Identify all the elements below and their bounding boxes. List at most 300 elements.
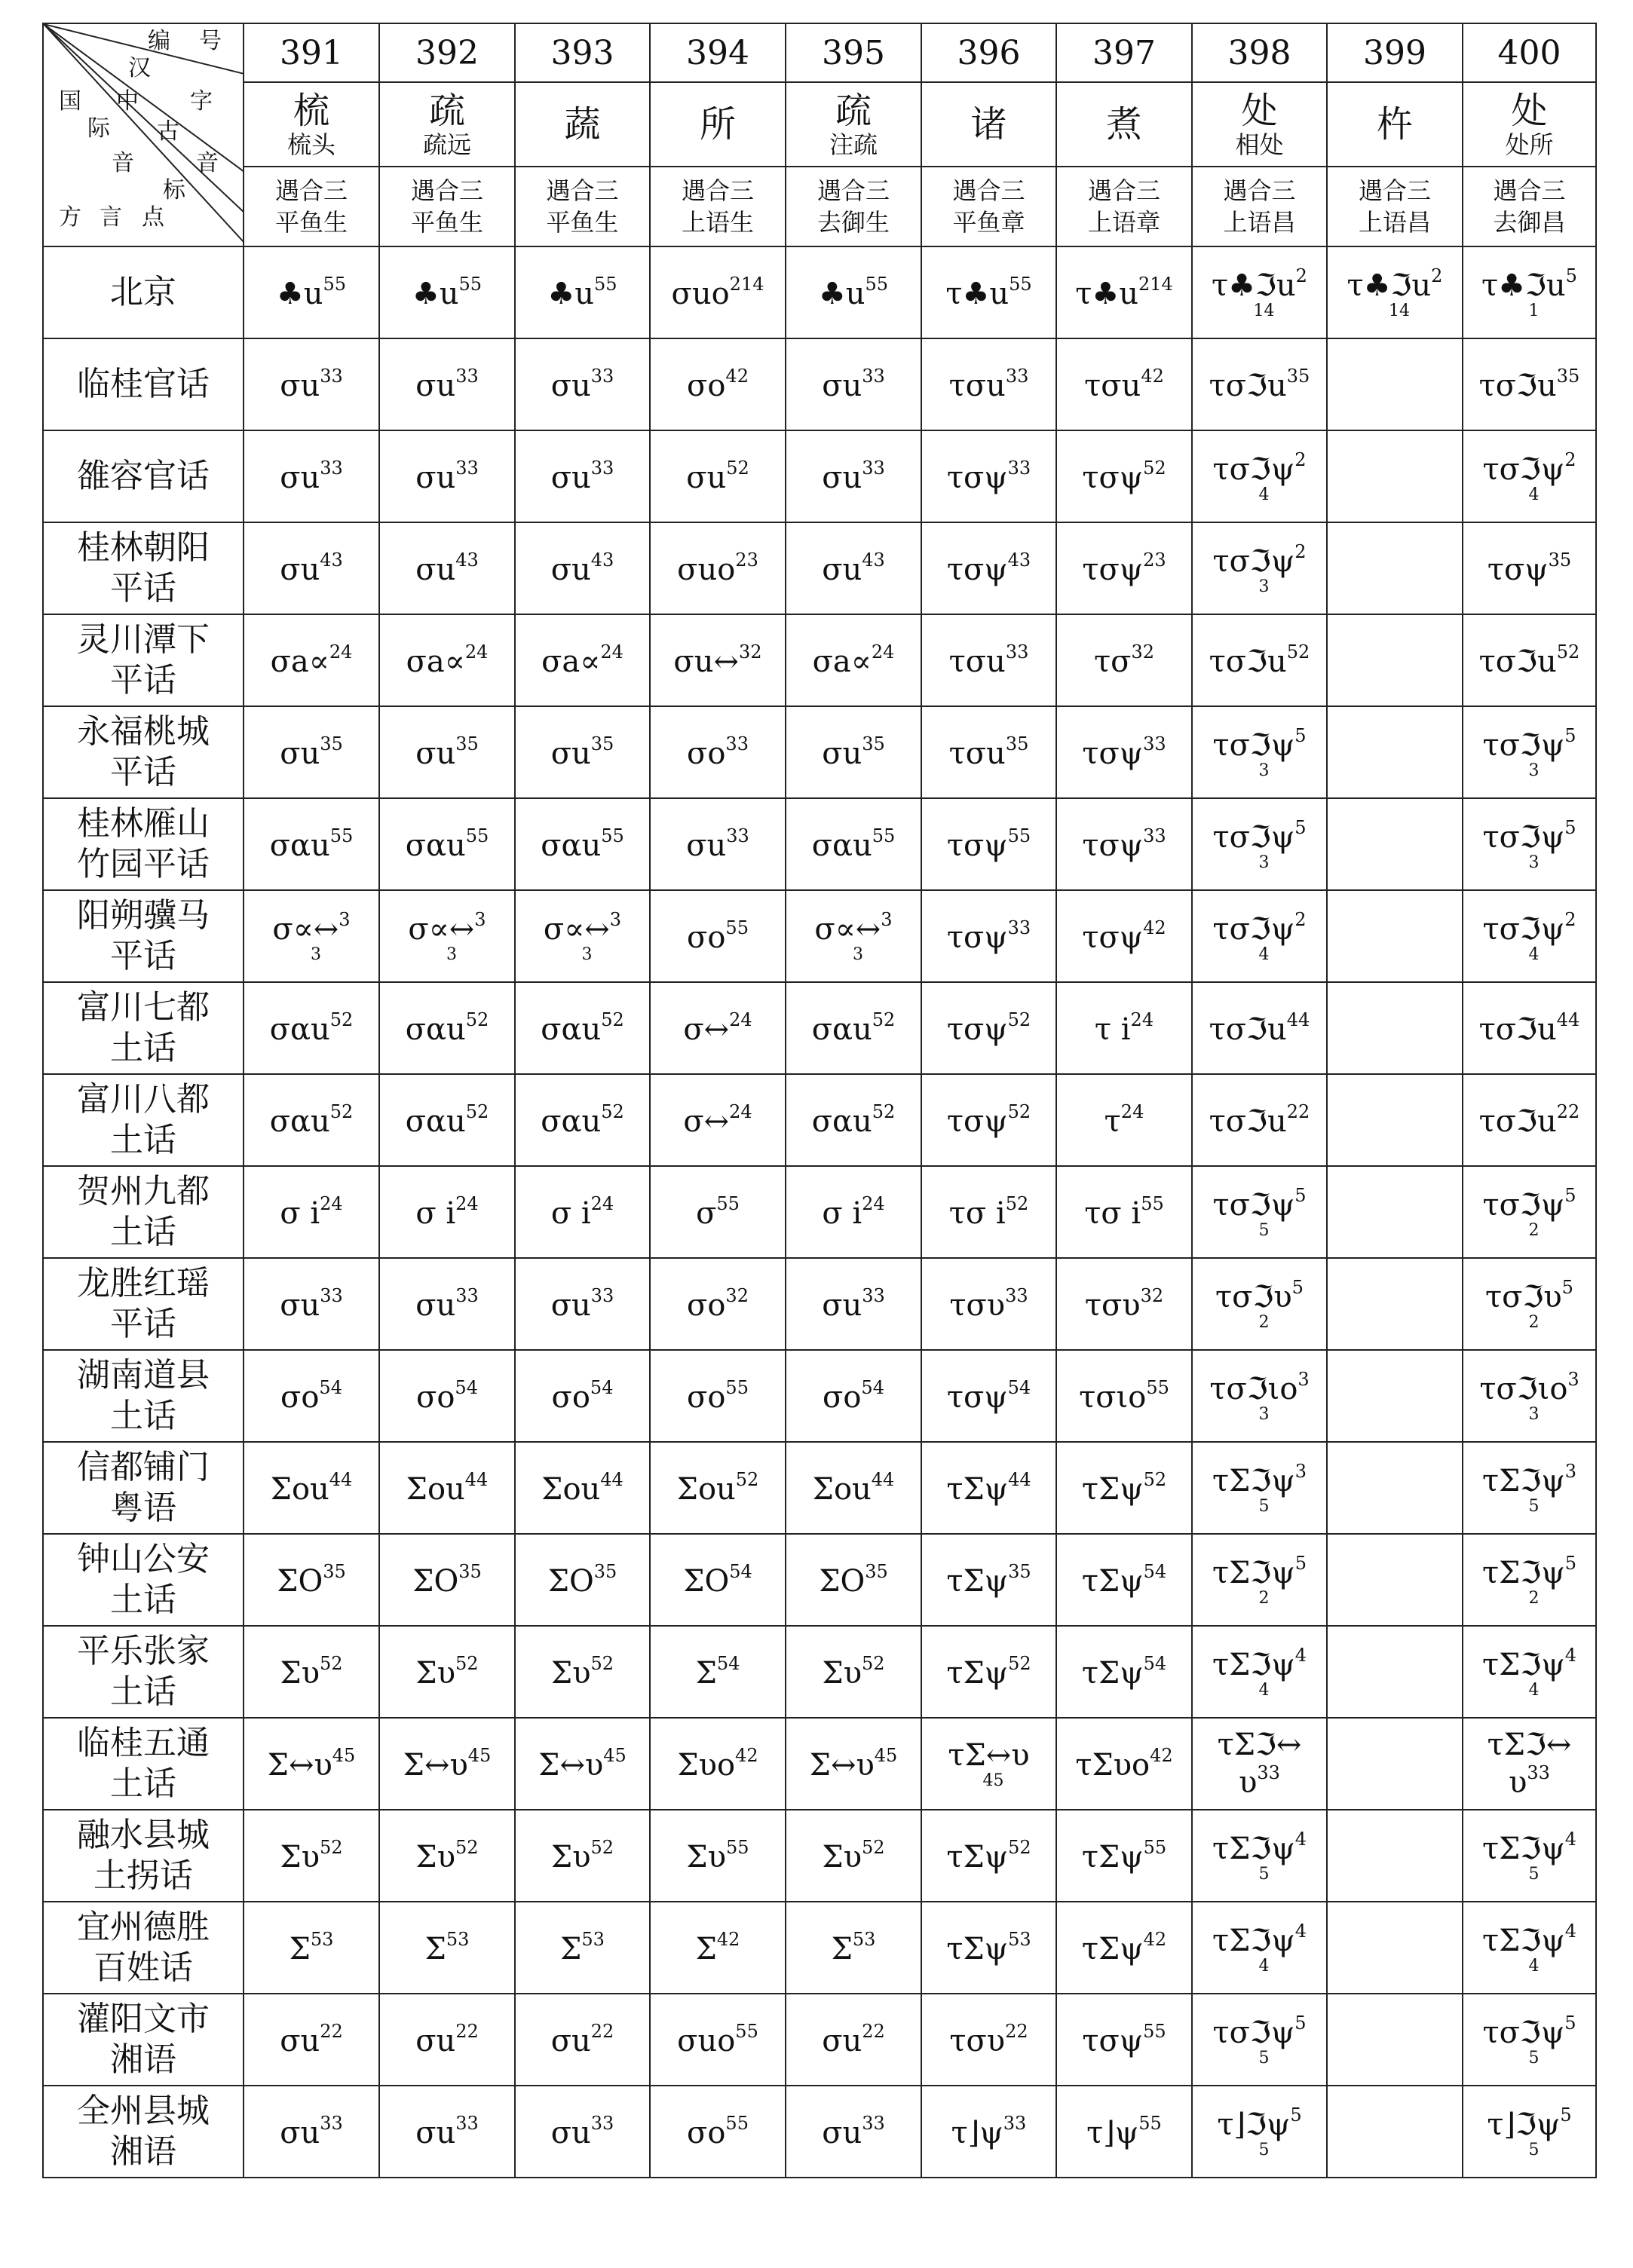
pronunciation-cell	[1463, 338, 1596, 430]
ipa-transcription: τΣ↔υ	[948, 1738, 1030, 1773]
tone-superscript: 55	[323, 274, 347, 295]
char-number: 398	[1192, 23, 1327, 82]
tone-superscript: 54	[455, 1377, 478, 1398]
pronunciation-cell	[1056, 1166, 1192, 1258]
tone-superscript: 22	[320, 2021, 343, 2042]
char-cell	[921, 82, 1056, 167]
pronunciation-cell	[921, 1994, 1056, 2086]
corner-label: 国	[59, 88, 81, 115]
tone-superscript: 35	[1286, 366, 1310, 387]
table-row	[43, 614, 1596, 706]
ipa-transcription: σαu	[269, 1012, 330, 1047]
pronunciation-cell	[244, 798, 379, 890]
ipa-transcription: τσψ	[1082, 552, 1144, 587]
tone-superscript: 52	[601, 1009, 624, 1030]
tone-subscript: 45	[982, 1771, 1004, 1790]
category-line: 上语章	[1087, 208, 1160, 237]
ipa-transcription: τσℑu	[1478, 1012, 1557, 1047]
ipa-transcription: σa∝	[406, 644, 465, 679]
phonetic-table	[42, 23, 1597, 2178]
tone-superscript: 5	[1564, 817, 1576, 838]
tone-superscript: 55	[1141, 1193, 1164, 1214]
tone-superscript: 55	[735, 2021, 758, 2042]
tone-superscript: 24	[320, 1193, 343, 1214]
tone-superscript: 5	[1560, 2104, 1572, 2126]
tone-superscript: 33	[1005, 366, 1029, 387]
category-line: 遇合三	[681, 176, 754, 205]
tone-superscript: 32	[739, 641, 762, 663]
char-example-word: 注疏	[829, 130, 878, 159]
ipa-transcription: τσℑψ	[1482, 728, 1565, 763]
pronunciation-cell	[379, 2086, 515, 2178]
char-example-word: 梳头	[286, 130, 335, 159]
ipa-transcription: Σ	[289, 1932, 311, 1967]
tone-superscript: 2	[1431, 265, 1443, 286]
tone-superscript: 33	[1003, 2113, 1027, 2134]
tone-superscript: 33	[590, 458, 614, 479]
tone-superscript: 54	[716, 1653, 740, 1674]
char-number: 400	[1463, 23, 1596, 82]
dialect-location	[43, 1442, 244, 1534]
ipa-transcription: σαu	[811, 1012, 872, 1047]
ipa-transcription: τσℑu	[1478, 369, 1557, 403]
ipa-transcription: τσℑu	[1209, 1012, 1287, 1047]
ipa-transcription: σu	[415, 736, 456, 771]
ipa-transcription: τΣψ	[1081, 1932, 1144, 1967]
char-number: 396	[921, 23, 1056, 82]
tone-superscript: 4	[1294, 1829, 1307, 1850]
ipa-transcription: σo	[687, 1288, 726, 1323]
pronunciation-cell	[515, 1810, 650, 1902]
ipa-transcription: Συ	[415, 1656, 456, 1691]
pronunciation-cell	[650, 890, 786, 982]
pronunciation-cell	[1056, 1258, 1192, 1350]
tone-superscript: 54	[1143, 1561, 1167, 1582]
ipa-transcription: σu	[822, 461, 862, 495]
ipa-transcription: σαu	[811, 828, 872, 863]
dialect-location	[43, 1350, 244, 1442]
location-line: 全州县城	[77, 2092, 210, 2130]
pronunciation-cell	[244, 1534, 379, 1626]
pronunciation-cell	[1056, 1350, 1192, 1442]
tone-superscript: 2	[1294, 449, 1307, 470]
ipa-transcription: Συ	[822, 1840, 862, 1875]
pronunciation-cell	[1327, 338, 1463, 430]
location-line: 桂林朝阳	[77, 528, 210, 567]
corner-label: 号	[199, 28, 222, 54]
tone-superscript: 52	[455, 1653, 479, 1674]
tone-superscript: 3	[1564, 1461, 1576, 1482]
char-cell	[650, 82, 786, 167]
tone-subscript: 4	[1258, 485, 1270, 504]
dialect-location	[43, 430, 244, 522]
location-line: 宜州德胜	[77, 1908, 210, 1946]
ipa-transcription: τσυ	[949, 1288, 1006, 1323]
tone-superscript: 52	[320, 1653, 343, 1674]
ipa-transcription: σu	[280, 369, 320, 403]
tone-superscript: 43	[320, 549, 343, 571]
ipa-transcription: σu	[280, 736, 320, 771]
ipa-transcription: τΣℑψ	[1212, 1648, 1295, 1682]
pronunciation-cell	[244, 1718, 379, 1810]
table-row	[43, 1902, 1596, 1994]
pronunciation-cell	[515, 1902, 650, 1994]
dialect-location	[43, 246, 244, 338]
table-row	[43, 338, 1596, 430]
location-line: 土话	[110, 1121, 176, 1159]
pronunciation-cell	[1463, 1994, 1596, 2086]
pronunciation-cell	[650, 614, 786, 706]
tone-superscript: 54	[590, 1377, 614, 1398]
dialect-location	[43, 1718, 244, 1810]
pronunciation-cell	[1463, 1166, 1596, 1258]
pronunciation-cell	[1327, 798, 1463, 890]
dialect-comparison-table	[42, 23, 1595, 2178]
char-glyph: 煮	[1105, 103, 1142, 145]
ipa-transcription: τσℑψ	[1212, 820, 1295, 855]
tone-superscript: 54	[1143, 1653, 1167, 1674]
tone-superscript: 43	[1007, 549, 1031, 571]
tone-superscript: 52	[1008, 1837, 1031, 1858]
pronunciation-cell	[1056, 1994, 1192, 2086]
ipa-transcription: τσψ	[946, 1104, 1008, 1139]
pronunciation-cell	[786, 1994, 921, 2086]
tone-superscript: 35	[862, 733, 885, 754]
pronunciation-cell	[1327, 1718, 1463, 1810]
middle-chinese-category	[786, 167, 921, 246]
tone-superscript: 55	[725, 2113, 749, 2134]
pronunciation-cell	[786, 522, 921, 614]
ipa-transcription: τ⌋ℑψ	[1217, 2107, 1291, 2142]
tone-subscript: 4	[1258, 945, 1270, 964]
pronunciation-cell	[1192, 1074, 1327, 1166]
pronunciation-cell	[650, 522, 786, 614]
location-line: 雒容官话	[77, 457, 210, 495]
ipa-transcription: ΣO	[683, 1564, 730, 1599]
pronunciation-cell	[1463, 2086, 1596, 2178]
location-line: 临桂五通	[77, 1724, 210, 1762]
ipa-transcription: τ♣ℑu	[1212, 268, 1296, 303]
pronunciation-cell	[1056, 1626, 1192, 1718]
ipa-transcription: σu↔	[673, 644, 740, 679]
pronunciation-cell	[379, 338, 515, 430]
pronunciation-cell	[1056, 2086, 1192, 2178]
category-line: 去御昌	[1493, 208, 1566, 237]
tone-superscript: 2	[1564, 909, 1576, 930]
location-line: 土话	[110, 1029, 176, 1067]
location-line: 平话	[110, 661, 176, 699]
tone-superscript: 2	[1294, 909, 1307, 930]
char-number: 392	[379, 23, 515, 82]
ipa-transcription: τσ	[1094, 644, 1132, 679]
tone-subscript: 14	[1253, 301, 1275, 320]
tone-superscript: 33	[862, 458, 885, 479]
pronunciation-cell	[1192, 982, 1327, 1074]
ipa-transcription: σuo	[677, 552, 736, 587]
pronunciation-cell	[1463, 798, 1596, 890]
pronunciation-cell	[1327, 1994, 1463, 2086]
tone-superscript: 214	[1138, 274, 1173, 295]
pronunciation-cell	[921, 1810, 1056, 1902]
tone-superscript: 3	[1298, 1369, 1310, 1390]
category-line: 遇合三	[1493, 176, 1566, 205]
ipa-transcription: ΣO	[412, 1564, 459, 1599]
pronunciation-cell	[244, 1626, 379, 1718]
tone-superscript: 55	[865, 274, 889, 295]
ipa-transcription: σ∝↔	[272, 912, 339, 947]
table-row	[43, 890, 1596, 982]
pronunciation-cell	[786, 430, 921, 522]
pronunciation-cell	[244, 982, 379, 1074]
ipa-transcription: τσℑψ	[1482, 820, 1565, 855]
char-number: 397	[1056, 23, 1192, 82]
location-line: 湘语	[110, 2132, 176, 2171]
ipa-transcription: τσu	[1084, 369, 1141, 403]
ipa-transcription: τ⌋ψ	[951, 2116, 1003, 2150]
ipa-transcription: τσ i	[1084, 1196, 1141, 1231]
middle-chinese-category	[1463, 167, 1596, 246]
category-line: 遇合三	[816, 176, 890, 205]
pronunciation-cell	[515, 338, 650, 430]
ipa-transcription: τΣℑψ	[1482, 1832, 1565, 1866]
pronunciation-cell	[1192, 522, 1327, 614]
ipa-transcription: τσu	[948, 369, 1006, 403]
tone-superscript: 44	[871, 1469, 895, 1490]
category-line: 平鱼生	[274, 208, 348, 237]
tone-superscript: 54	[861, 1377, 884, 1398]
pronunciation-cell	[786, 1258, 921, 1350]
ipa-transcription: σa∝	[541, 644, 601, 679]
ipa-transcription: Σ↔υ	[538, 1748, 604, 1783]
pronunciation-cell	[1327, 1258, 1463, 1350]
table-row	[43, 1626, 1596, 1718]
pronunciation-cell	[1327, 890, 1463, 982]
pronunciation-cell	[244, 338, 379, 430]
ipa-transcription: ♣u	[818, 277, 866, 311]
ipa-transcription: τσυ	[949, 2024, 1006, 2058]
pronunciation-cell	[650, 430, 786, 522]
pronunciation-cell	[786, 1166, 921, 1258]
dialect-location	[43, 2086, 244, 2178]
pronunciation-cell	[1463, 1626, 1596, 1718]
ipa-transcription: σu	[280, 552, 320, 587]
corner-label: 言	[100, 204, 122, 231]
tone-superscript: 24	[1120, 1101, 1144, 1122]
corner-label: 编	[148, 28, 170, 54]
location-line: 湖南道县	[77, 1356, 210, 1394]
ipa-transcription: τσℑψ	[1212, 544, 1295, 579]
ipa-transcription: τΣℑψ	[1212, 1832, 1295, 1866]
category-line: 上语昌	[1358, 208, 1431, 237]
pronunciation-cell	[515, 1534, 650, 1626]
table-row	[43, 1258, 1596, 1350]
char-number: 395	[786, 23, 921, 82]
category-line: 上语昌	[1223, 208, 1296, 237]
pronunciation-cell	[650, 982, 786, 1074]
ipa-transcription: τΣψ	[946, 1472, 1009, 1507]
pronunciation-cell	[379, 1258, 515, 1350]
char-example-word: 疏远	[422, 130, 471, 159]
tone-superscript: 52	[1143, 458, 1166, 479]
ipa-transcription: τσℑu	[1478, 644, 1557, 679]
pronunciation-cell	[515, 1442, 650, 1534]
char-example-word: 相处	[1235, 130, 1284, 159]
ipa-transcription: τΣℑψ	[1212, 1464, 1295, 1498]
tone-superscript: 22	[1286, 1101, 1310, 1122]
ipa-transcription: σαu	[405, 828, 466, 863]
ipa-transcription: σ∝↔	[408, 912, 475, 947]
pronunciation-cell	[786, 890, 921, 982]
pronunciation-cell	[921, 1074, 1056, 1166]
ipa-transcription: τσψ	[1082, 920, 1144, 955]
category-line: 上语生	[681, 208, 754, 237]
ipa-transcription: σu	[822, 2024, 862, 2058]
tone-subscript: 2	[1528, 1313, 1540, 1332]
pronunciation-cell	[1192, 1258, 1327, 1350]
ipa-transcription: Σ↔υ	[267, 1748, 332, 1783]
category-line: 遇合三	[546, 176, 619, 205]
dialect-location	[43, 1166, 244, 1258]
ipa-transcription: τΣℑ↔	[1217, 1728, 1302, 1762]
pronunciation-cell	[921, 430, 1056, 522]
tone-superscript: 52	[329, 1101, 354, 1122]
tone-superscript: 4	[1564, 1921, 1576, 1942]
location-line: 贺州九都	[77, 1172, 210, 1211]
tone-subscript: 3	[1528, 761, 1540, 780]
ipa-transcription: τσ i	[948, 1196, 1006, 1231]
tone-superscript: 24	[600, 641, 623, 663]
dialect-location	[43, 1994, 244, 2086]
tone-superscript: 4	[1294, 1645, 1307, 1666]
ipa-transcription: Σ↔υ	[809, 1748, 875, 1783]
ipa-transcription: σo	[823, 1380, 862, 1415]
ipa-transcription: τσℑψ	[1482, 912, 1565, 947]
ipa-transcription: σαu	[405, 1012, 466, 1047]
tone-superscript: 33	[1257, 1762, 1280, 1783]
tone-superscript: 32	[725, 1285, 749, 1306]
location-line: 龙胜红瑶	[77, 1264, 210, 1302]
ipa-transcription: σo	[687, 369, 726, 403]
ipa-transcription: Συo	[677, 1748, 736, 1783]
pronunciation-cell	[1463, 246, 1596, 338]
tone-superscript: 5	[1564, 2012, 1576, 2034]
tone-subscript: 3	[1258, 761, 1270, 780]
ipa-transcription: τΣℑ↔	[1487, 1728, 1572, 1762]
tone-superscript: 52	[329, 1009, 354, 1030]
tone-superscript: 23	[735, 549, 758, 571]
pronunciation-cell	[650, 706, 786, 798]
location-line: 阳朔骥马	[77, 896, 210, 935]
ipa-transcription: τΣℑψ	[1212, 1924, 1295, 1958]
pronunciation-cell	[650, 1534, 786, 1626]
ipa-transcription: τσℑu	[1209, 644, 1287, 679]
tone-superscript: 2	[1564, 449, 1576, 470]
pronunciation-cell	[244, 706, 379, 798]
ipa-transcription: σ↔	[683, 1012, 730, 1047]
pronunciation-cell	[921, 1166, 1056, 1258]
ipa-transcription: τσℑψ	[1482, 452, 1565, 487]
tone-superscript: 55	[601, 825, 624, 846]
tone-superscript: 53	[581, 1929, 605, 1950]
table-row	[43, 246, 1596, 338]
tone-superscript: 55	[716, 1193, 740, 1214]
ipa-transcription: Συ	[280, 1656, 320, 1691]
pronunciation-cell	[244, 614, 379, 706]
tone-superscript: 52	[872, 1009, 896, 1030]
tone-subscript: 5	[1258, 2141, 1270, 2159]
char-glyph: 所	[699, 103, 736, 145]
tone-superscript: 43	[862, 549, 885, 571]
ipa-transcription: τσψ	[1082, 461, 1144, 495]
ipa-transcription: σ i	[415, 1196, 456, 1231]
pronunciation-cell	[921, 982, 1056, 1074]
category-line: 去御生	[816, 208, 890, 237]
pronunciation-cell	[1327, 2086, 1463, 2178]
tone-superscript: 4	[1564, 1645, 1576, 1666]
pronunciation-cell	[1327, 430, 1463, 522]
ipa-transcription: σ i	[822, 1196, 862, 1231]
tone-superscript: 24	[1130, 1009, 1154, 1030]
tone-superscript: 5	[1290, 2104, 1302, 2126]
tone-superscript: 214	[729, 274, 764, 295]
tone-superscript: 33	[1007, 917, 1031, 938]
ipa-transcription: σαu	[269, 828, 330, 863]
location-line: 平话	[110, 569, 176, 608]
tone-superscript: 5	[1294, 817, 1307, 838]
ipa-transcription: τσυ	[1084, 1288, 1141, 1323]
tone-superscript: 35	[1556, 366, 1580, 387]
tone-superscript: 33	[320, 458, 343, 479]
tone-superscript: 5	[1294, 1185, 1307, 1206]
ipa-transcription: τσℑu	[1209, 369, 1287, 403]
char-cell	[244, 82, 379, 167]
char-number: 393	[515, 23, 650, 82]
ipa-transcription: τσℑιo	[1209, 1372, 1298, 1406]
pronunciation-cell	[515, 1994, 650, 2086]
tone-subscript: 5	[1258, 1221, 1270, 1240]
tone-superscript: 2	[1295, 265, 1307, 286]
pronunciation-cell	[921, 1442, 1056, 1534]
location-line: 土话	[110, 1581, 176, 1619]
tone-superscript: 55	[594, 274, 617, 295]
ipa-transcription: Συ	[415, 1840, 456, 1875]
pronunciation-cell	[1056, 706, 1192, 798]
pronunciation-cell	[379, 1810, 515, 1902]
table-row	[43, 1994, 1596, 2086]
tone-superscript: 53	[852, 1929, 876, 1950]
pronunciation-cell	[1056, 1902, 1192, 1994]
ipa-transcription: τσℑψ	[1212, 452, 1295, 487]
pronunciation-cell	[244, 1258, 379, 1350]
ipa-transcription: τΣψ	[946, 1932, 1009, 1967]
char-glyph: 蔬	[564, 103, 601, 145]
pronunciation-cell	[921, 338, 1056, 430]
ipa-transcription: Συ	[686, 1840, 727, 1875]
middle-chinese-category	[1056, 167, 1192, 246]
ipa-transcription: τσψ	[1082, 2024, 1144, 2058]
table-row	[43, 1534, 1596, 1626]
pronunciation-cell	[921, 798, 1056, 890]
tone-superscript: 35	[865, 1561, 888, 1582]
ipa-transcription: σ∝↔	[814, 912, 881, 947]
ipa-transcription: σ	[696, 1196, 717, 1231]
ipa-transcription: τσℑu	[1478, 1104, 1557, 1139]
pronunciation-cell	[244, 246, 379, 338]
tone-superscript: 55	[1143, 2021, 1166, 2042]
ipa-transcription: τσψ	[1082, 736, 1144, 771]
location-line: 临桂官话	[77, 365, 210, 403]
ipa-transcription: τσψ	[946, 828, 1008, 863]
